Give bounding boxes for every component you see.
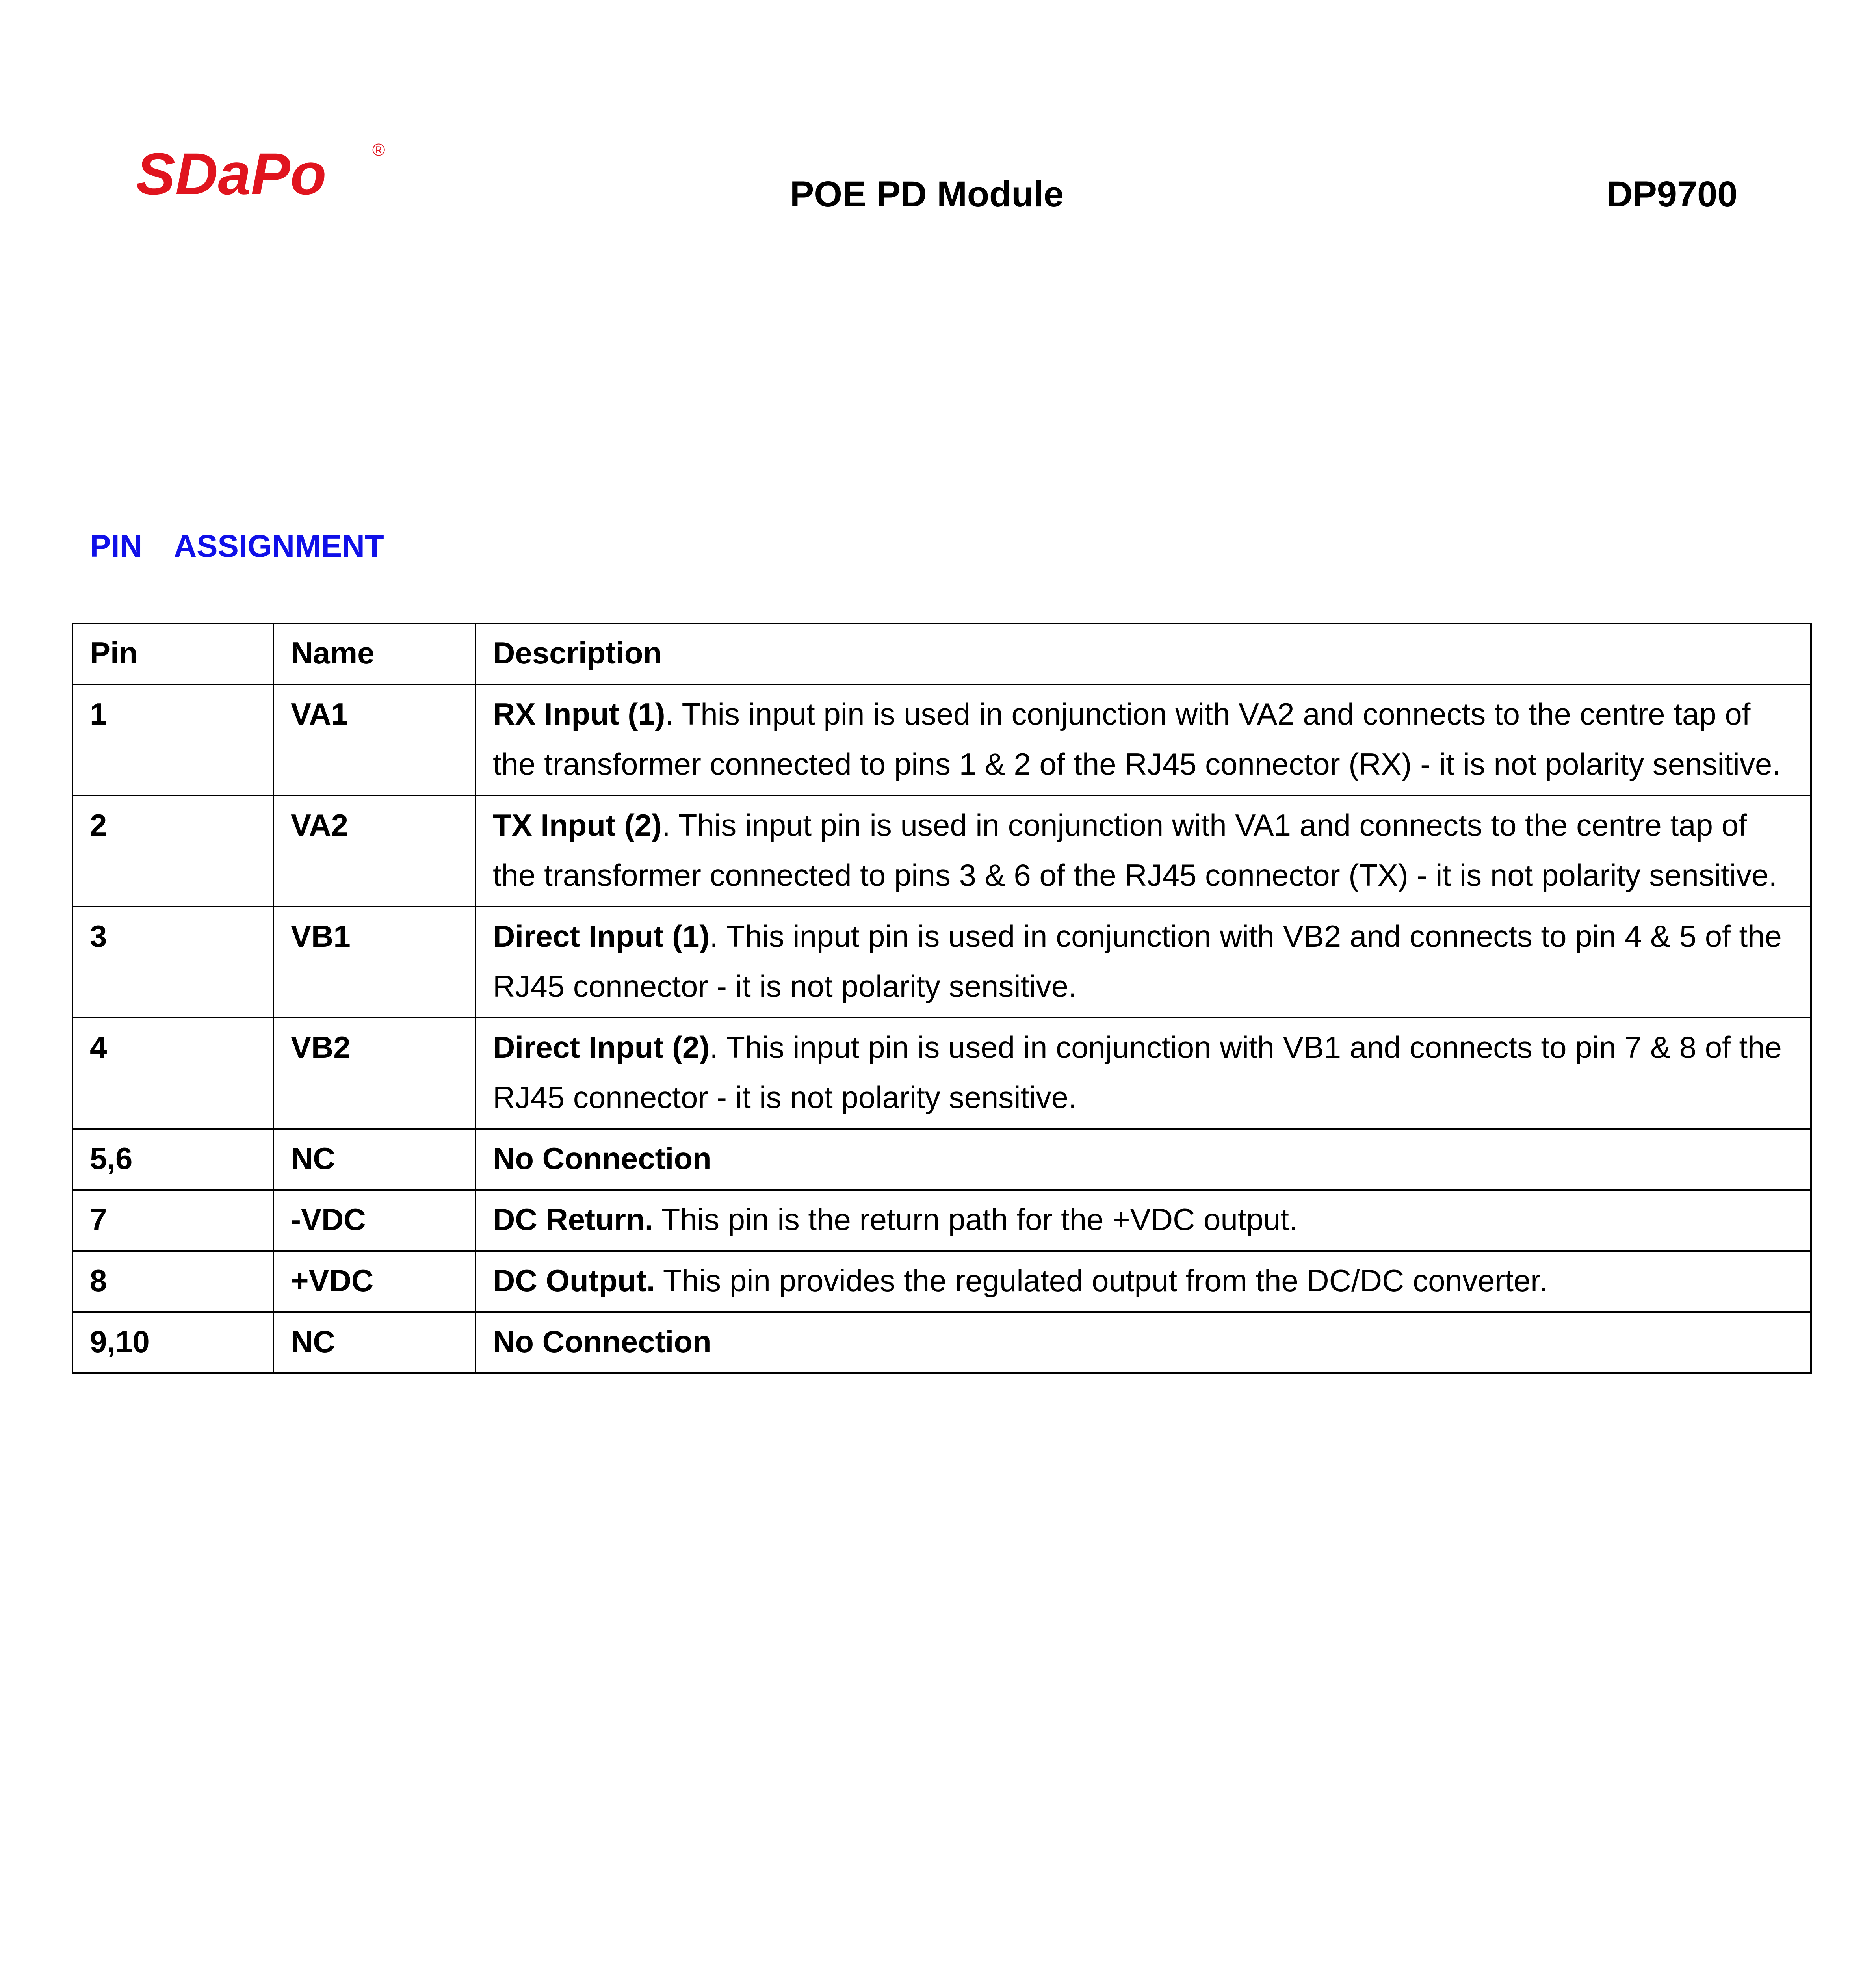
pin-description [476,1129,1811,1190]
description-title: Direct Input (1) [493,919,710,953]
pin-name: VA1 [273,684,476,795]
pin-name: +VDC [273,1251,476,1312]
table-row [72,1251,1811,1312]
table-row [72,684,1811,795]
document-title: POE PD Module [790,174,1064,214]
table-row [72,907,1811,1018]
table-row [72,1312,1811,1373]
section-heading [90,527,384,565]
description-text: . This input pin is used in conjunction with VA2 and connects to the centre tap of the transformer connected to pins 1 & 2 of the RJ45 connector (RX) - it is not polarity sensitive. [493,697,1781,781]
pin-number: 4 [72,1018,273,1129]
pin-description [476,1018,1811,1129]
pin-description [476,795,1811,907]
pin-name: NC [273,1129,476,1190]
pin-number: 3 [72,907,273,1018]
pin-number: 5,6 [72,1129,273,1190]
pin-description [476,684,1811,795]
logo-registered-mark: ® [372,140,385,160]
pin-number: 7 [72,1190,273,1251]
pin-description [476,1312,1811,1373]
table-row [72,1190,1811,1251]
part-number: DP9700 [1607,174,1738,214]
pin-name: NC [273,1312,476,1373]
pin-name: VB2 [273,1018,476,1129]
description-text: . This input pin is used in conjunction with VA1 and connects to the centre tap of the transformer connected to pins 3 & 6 of the RJ45 connector (TX) - it is not polarity sensitive. [493,808,1778,892]
section-heading-word2: ASSIGNMENT [174,528,384,563]
description-title: No Connection [493,1324,711,1359]
description-title: DC Return. [493,1202,654,1237]
table-row [72,1129,1811,1190]
pin-name: VB1 [273,907,476,1018]
pin-description [476,1251,1811,1312]
description-text: This pin provides the regulated output from the DC/DC converter. [655,1263,1548,1298]
pin-name: VA2 [273,795,476,907]
description-title: DC Output. [493,1263,655,1298]
logo-wordmark: SDaPo [136,141,327,207]
pin-name: -VDC [273,1190,476,1251]
brand-logo [136,136,396,207]
pin-number: 8 [72,1251,273,1312]
description-title: RX Input (1) [493,697,665,731]
column-header-description: Description [476,623,1811,684]
section-heading-word1: PIN [90,528,143,563]
description-title: No Connection [493,1141,711,1176]
column-header-name: Name [273,623,476,684]
table-row [72,1018,1811,1129]
table-row [72,795,1811,907]
description-text: . This input pin is used in conjunction with VB2 and connects to pin 4 & 5 of the RJ45 connector - it is not polarity sensitive. [493,919,1782,1004]
description-title: Direct Input (2) [493,1030,710,1065]
pin-assignment-table [72,623,1812,1374]
pin-description [476,1190,1811,1251]
pin-description [476,907,1811,1018]
column-header-pin: Pin [72,623,273,684]
description-text: This pin is the return path for the +VDC output. [653,1202,1298,1237]
description-text: . This input pin is used in conjunction with VB1 and connects to pin 7 & 8 of the RJ45 connector - it is not polarity sensitive. [493,1030,1782,1115]
table-header-row [72,623,1811,684]
pin-number: 1 [72,684,273,795]
pin-number: 2 [72,795,273,907]
pin-number: 9,10 [72,1312,273,1373]
description-title: TX Input (2) [493,808,662,842]
